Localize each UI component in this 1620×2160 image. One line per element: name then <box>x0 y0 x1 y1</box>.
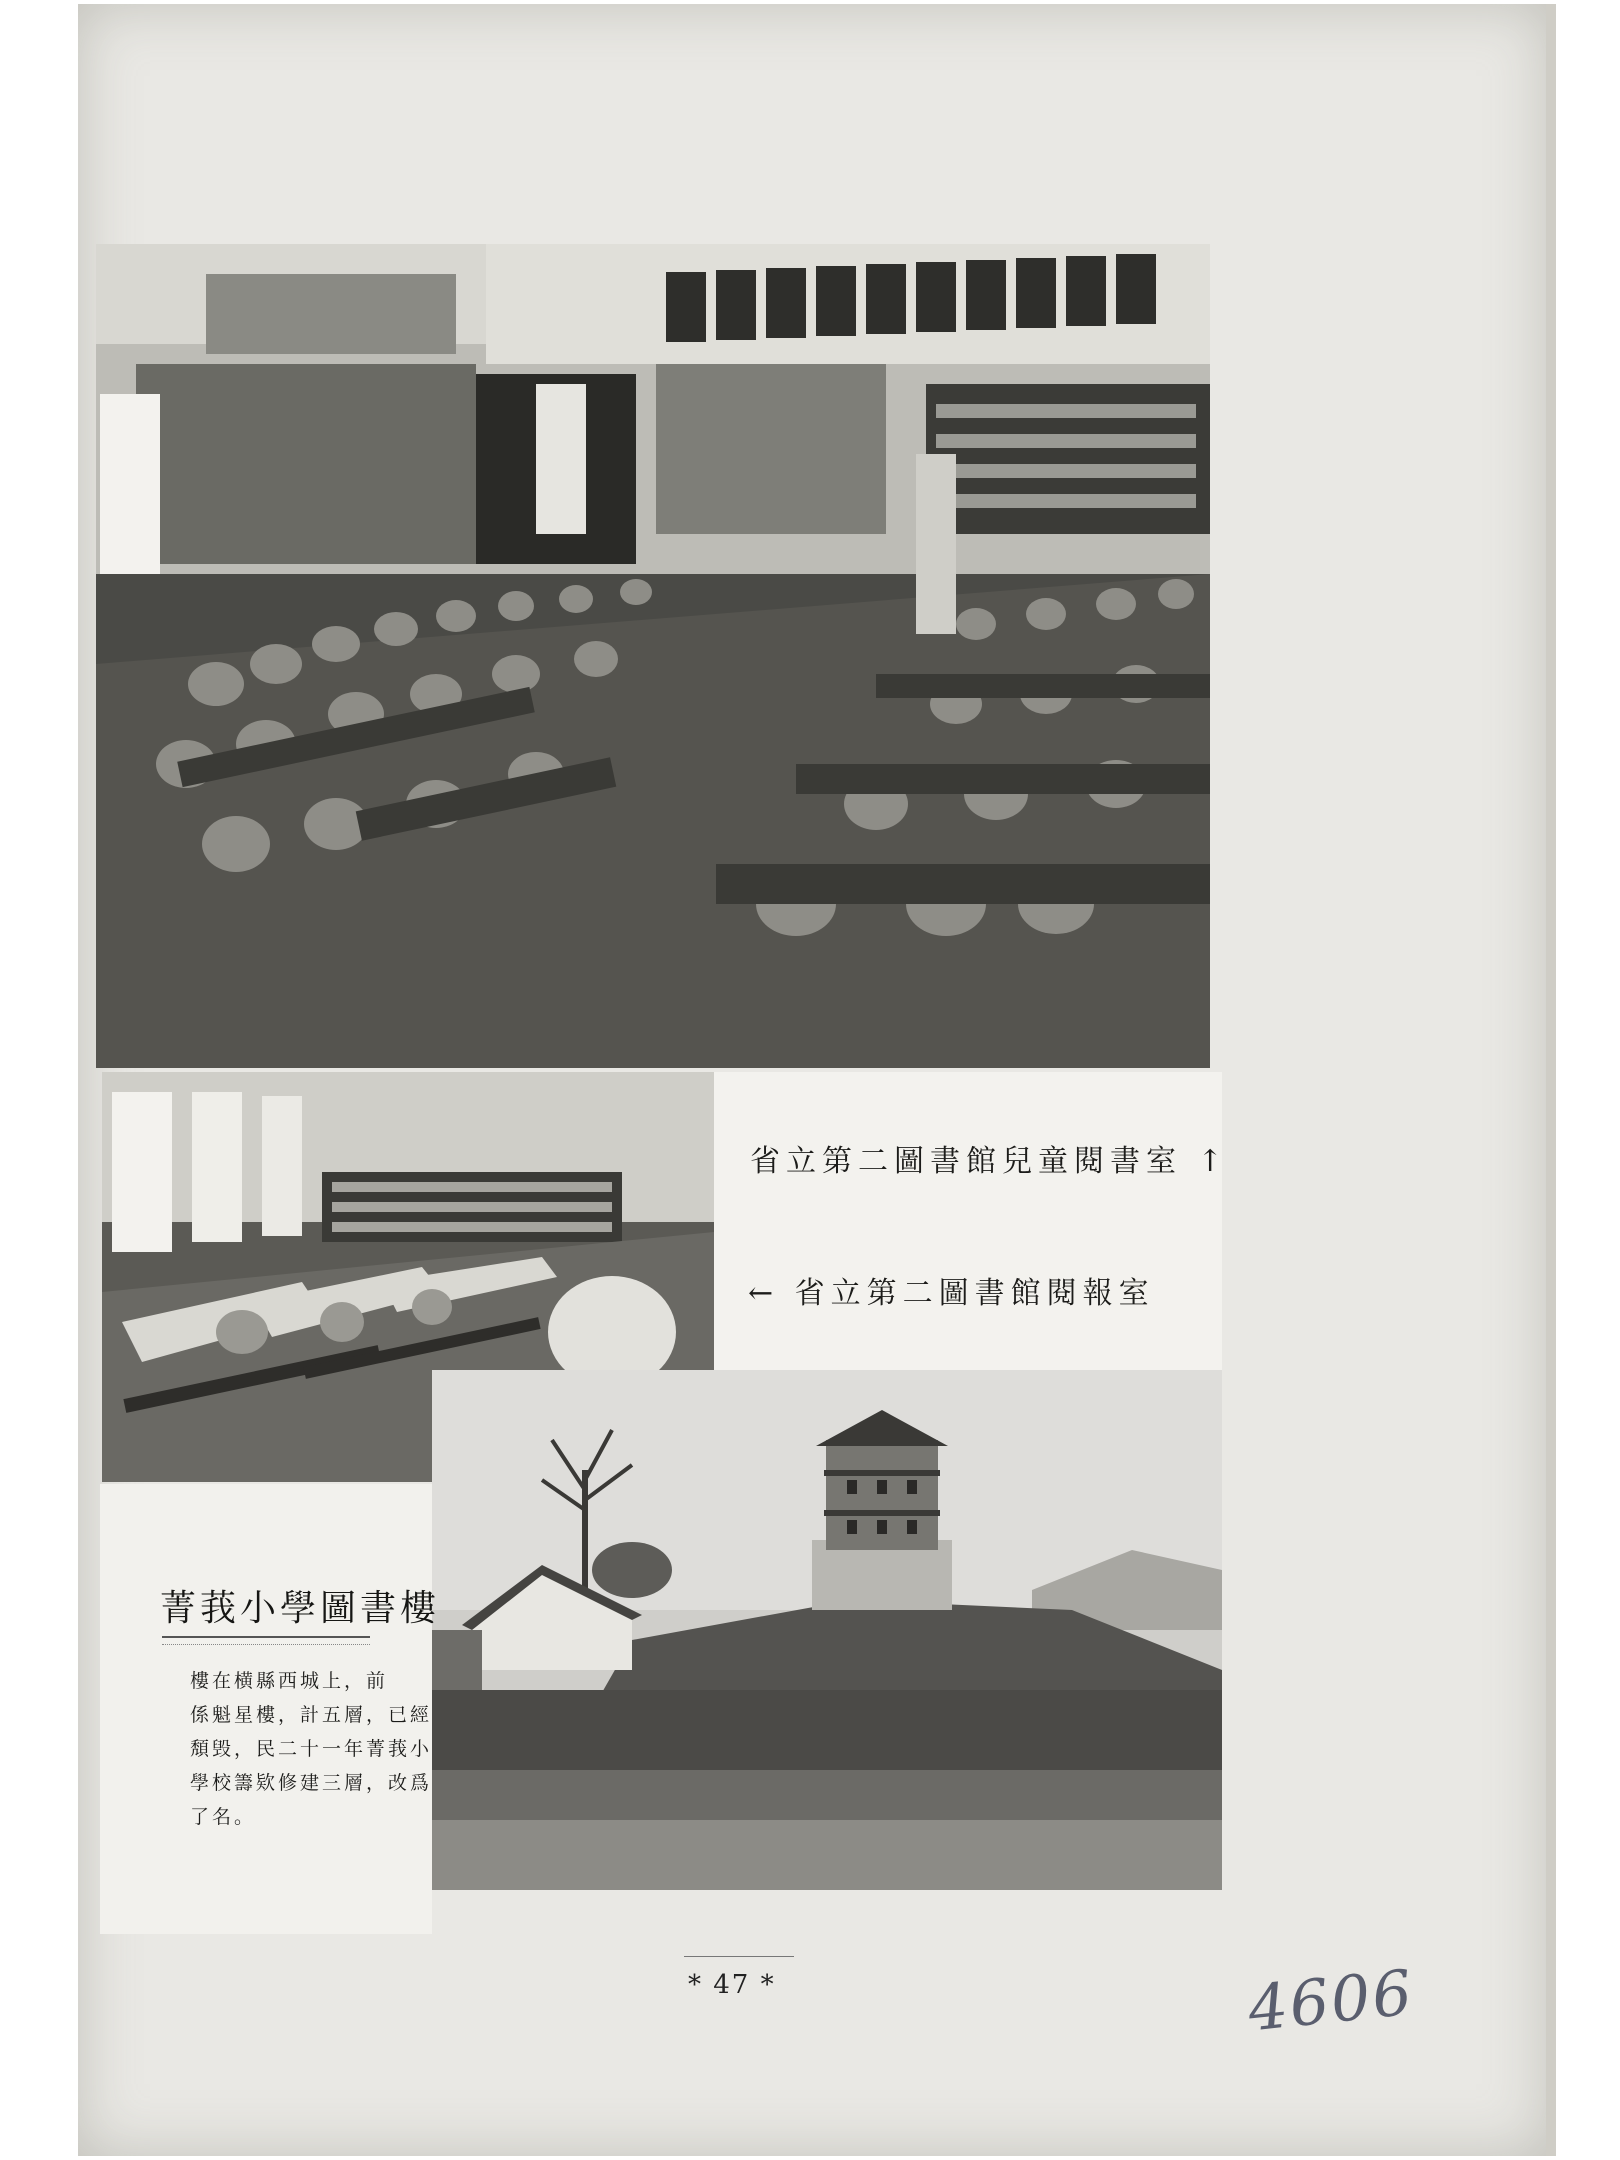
tower-description <box>190 1664 440 1834</box>
description-line: 係魁星樓，計五層，已經 <box>190 1704 433 1726</box>
children-reading-room-photo <box>96 244 1210 1068</box>
library-tower-photo <box>432 1370 1222 1890</box>
title-divider <box>162 1636 370 1645</box>
page-edge <box>1546 4 1556 2156</box>
page-number: * 47 * <box>688 1970 776 2000</box>
description-line: 了名。 <box>190 1806 257 1828</box>
footer-divider <box>684 1956 794 1961</box>
description-line: 樓在横縣西城上，前 <box>190 1670 389 1692</box>
newspaper-reading-room-caption: ← 省立第二圖書館閱報室 <box>748 1276 1155 1311</box>
description-line: 學校籌欵修建三層，改爲 <box>190 1772 433 1794</box>
description-line: 頽毁，民二十一年菁莪小 <box>190 1738 433 1760</box>
children-reading-room-caption: 省立第二圖書館兒童閱書室 ↑ <box>750 1144 1229 1179</box>
tower-section-title: 菁莪小學圖書樓 <box>160 1588 441 1629</box>
handwritten-catalog-number: 4606 <box>1244 1955 1418 2046</box>
caption-panel <box>714 1072 1222 1372</box>
